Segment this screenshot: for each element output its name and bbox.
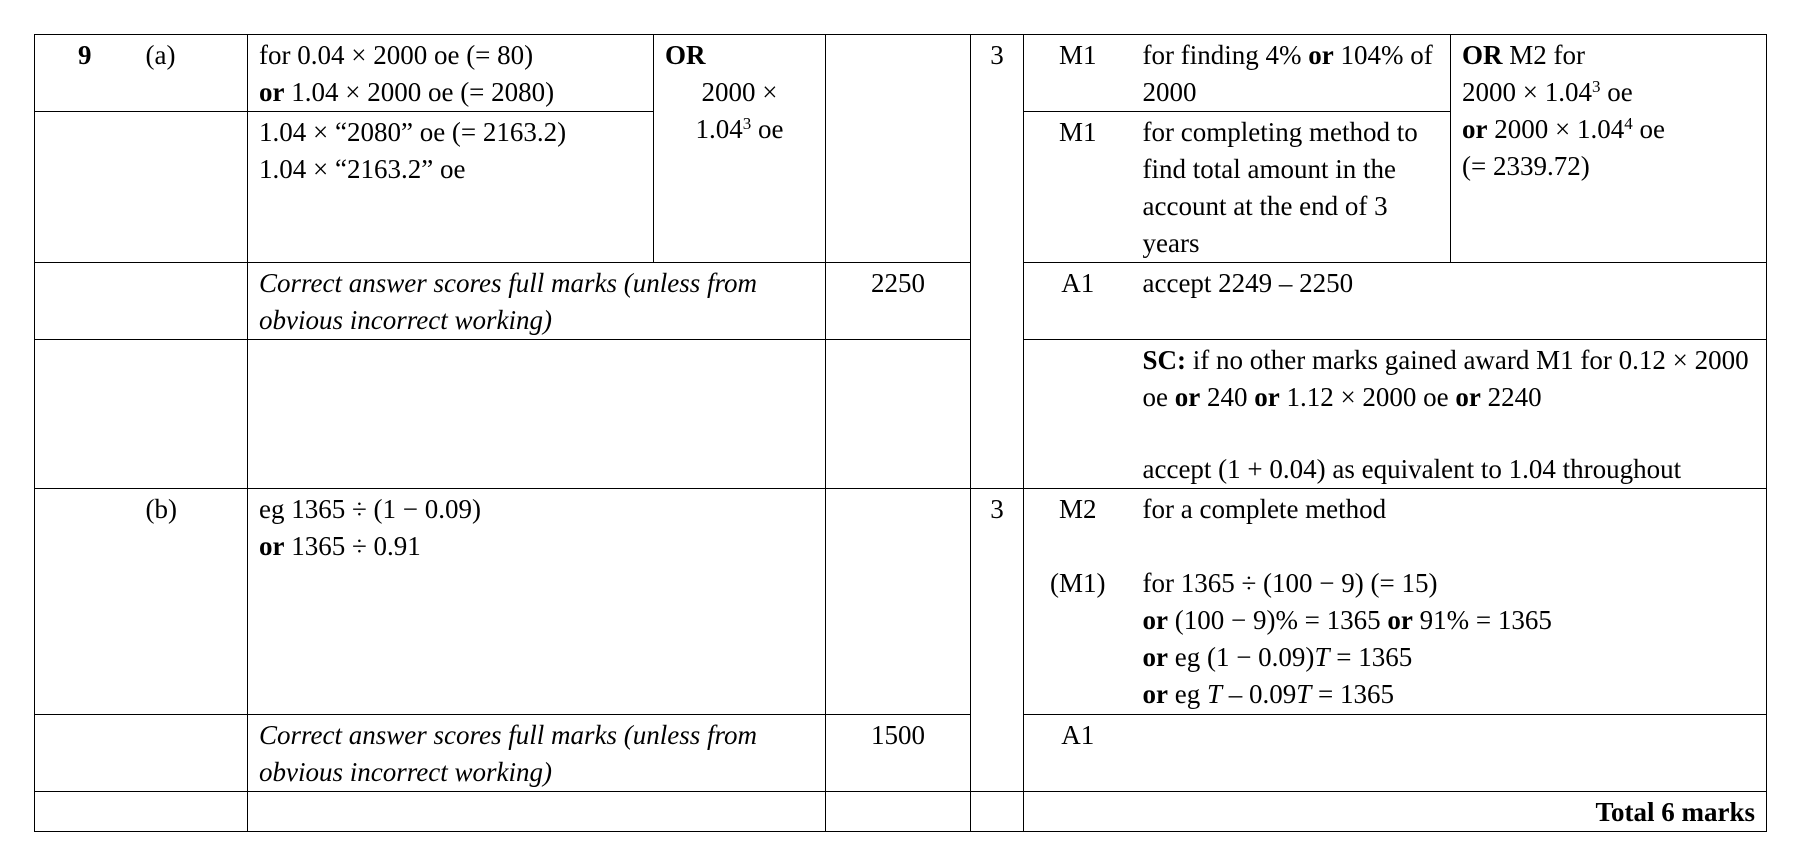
table-row (35, 715, 1767, 792)
marks-cell: 3 (971, 35, 1024, 489)
part-label: (a) (135, 35, 248, 112)
table-row (35, 340, 1767, 489)
answer-cell: 2250 (826, 263, 971, 340)
total-marks: Total 6 marks (1024, 792, 1767, 832)
mark-code: M1 (1024, 112, 1132, 263)
marks-cell: 3 (971, 489, 1024, 792)
mark-code: M1 (1024, 35, 1132, 112)
table-row (35, 263, 1767, 340)
special-case-note: SC: if no other marks gained award M1 for 0.12 × 2000 oe or 240 or 1.12 × 2000 oe or 2240 accept (1 + 0.04) as equivalent to 1.04 throughout (1132, 340, 1767, 489)
working-cell: 1.04 × “2080” oe (= 2163.2) 1.04 × “2163.2” oe (248, 112, 654, 263)
table-row (35, 489, 1767, 715)
part-label: (b) (135, 489, 248, 715)
alternative-mark-notes: OR M2 for $2000 \times 1.04^3$ oe or $2000 \times 1.04^4$ oe (= 2339.72) (1451, 35, 1767, 263)
table-row (35, 35, 1767, 112)
mark-notes: for a complete method for 1365 ÷ (100 − 9) (= 15) or (100 − 9)% = 1365 or 91% = 1365 or eg (1 − 0.09)T = 1365 or eg T – 0.09T = 1365 (1132, 489, 1767, 715)
mark-code: A1 (1024, 263, 1132, 340)
answer-cell: 1500 (826, 715, 971, 792)
mark-scheme-table (34, 34, 1767, 832)
question-number: 9 (35, 35, 135, 112)
answer-cell (826, 489, 971, 715)
mark-notes: for finding 4% or 104% of 2000 (1132, 35, 1451, 112)
correct-answer-note: Correct answer scores full marks (unless from obvious incorrect working) (248, 715, 826, 792)
mark-code: M2 (M1) (1024, 489, 1132, 715)
mark-notes: accept 2249 – 2250 (1132, 263, 1767, 340)
working-cell: eg 1365 ÷ (1 − 0.09) or 1365 ÷ 0.91 (248, 489, 826, 715)
table-row (35, 792, 1767, 832)
alternative-method-cell: OR 2000 × $1.04^3$ oe (654, 35, 826, 263)
mark-code: A1 (1024, 715, 1132, 792)
mark-notes: for completing method to find total amount in the account at the end of 3 years (1132, 112, 1451, 263)
correct-answer-note: Correct answer scores full marks (unless from obvious incorrect working) (248, 263, 826, 340)
working-cell: for 0.04 × 2000 oe (= 80) or 1.04 × 2000 oe (= 2080) (248, 35, 654, 112)
answer-cell (826, 35, 971, 263)
